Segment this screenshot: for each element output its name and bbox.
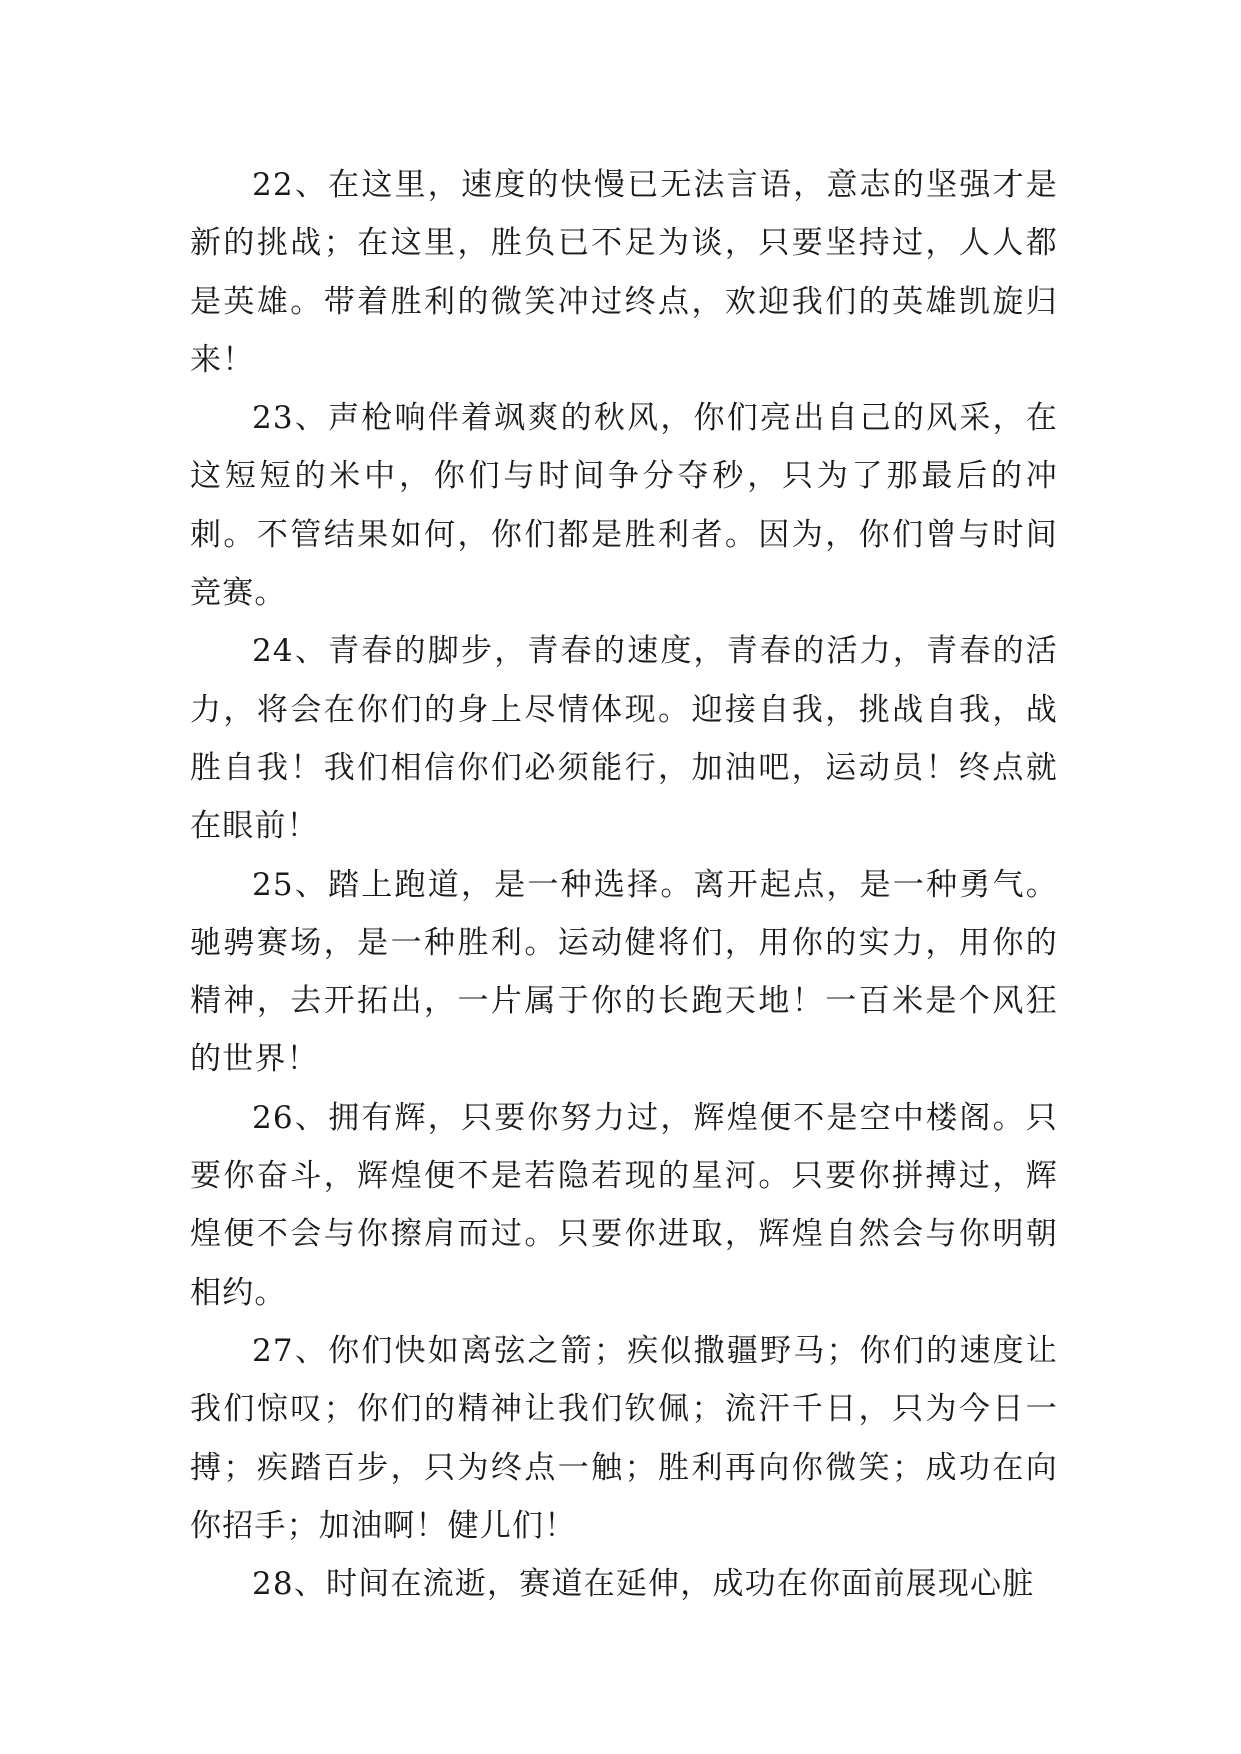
paragraph-27: 27、你们快如离弦之箭；疾似撒疆野马；你们的速度让我们惊叹；你们的精神让我们钦佩；流汗千日，只为今日一搏；疾踏百步，只为终点一触；胜利再向你微笑；成功在向你招手；加油啊！健儿们！ (190, 1332, 1058, 1544)
paragraph-23: 23、声枪响伴着飒爽的秋风，你们亮出自己的风采，在这短短的米中，你们与时间争分夺秒，只为了那最后的冲刺。不管结果如何，你们都是胜利者。因为，你们曾与时间竞赛。 (190, 400, 1058, 612)
paragraph-22: 22、在这里，速度的快慢已无法言语，意志的坚强才是新的挑战；在这里，胜负已不足为谈，只要坚持过，人人都是英雄。带着胜利的微笑冲过终点，欢迎我们的英雄凯旋归来！ (190, 167, 1058, 378)
document-body (190, 156, 1058, 1613)
paragraph-24: 24、青春的脚步，青春的速度，青春的活力，青春的活力，将会在你们的身上尽情体现。迎接自我，挑战自我，战胜自我！我们相信你们必须能行，加油吧，运动员！终点就在眼前！ (190, 633, 1058, 845)
paragraph-28: 28、时间在流逝，赛道在延伸，成功在你面前展现心脏 (252, 1566, 1035, 1603)
paragraph-26: 26、拥有辉，只要你努力过，辉煌便不是空中楼阁。只要你奋斗，辉煌便不是若隐若现的星河。只要你拼搏过，辉煌便不会与你擦肩而过。只要你进取，辉煌自然会与你明朝相约。 (190, 1099, 1058, 1311)
paragraph-25: 25、踏上跑道，是一种选择。离开起点，是一种勇气。驰骋赛场，是一种胜利。运动健将们，用你的实力，用你的精神，去开拓出，一片属于你的长跑天地！一百米是个风狂的世界！ (190, 866, 1058, 1078)
